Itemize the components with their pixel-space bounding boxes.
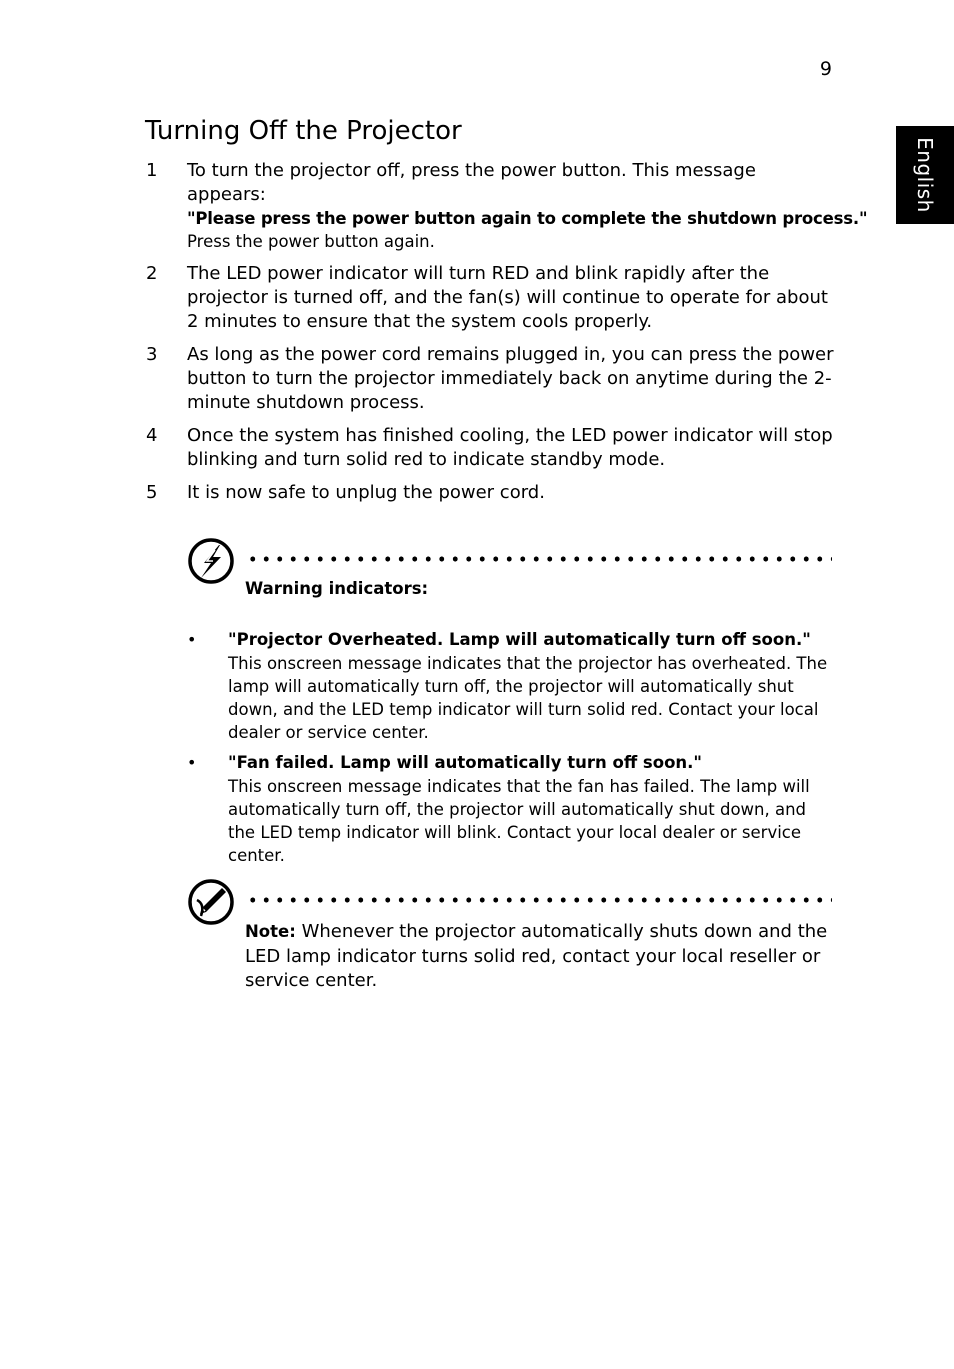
step-text: The LED power indicator will turn RED and blink rapidly after the projector is turned off, and the fan(s) will continue to operate for about 2 minutes to ensure that the system cools properly. [187, 263, 828, 332]
step-number: 4 [146, 425, 158, 446]
warning-lightning-icon [187, 537, 235, 585]
warning-message-quote: "Fan failed. Lamp will automatically turn off soon." [228, 753, 703, 772]
warning-list [186, 628, 836, 874]
steps-list [145, 159, 868, 514]
language-tab-label: English [913, 137, 937, 213]
note-paragraph [245, 920, 835, 994]
step-message-quote: "Please press the power button again to complete the shutdown process." [187, 209, 868, 228]
page-title: Turning Off the Projector [145, 116, 462, 146]
step-item [145, 262, 835, 334]
warning-description: This onscreen message indicates that the fan has failed. The lamp will automatically turn off, the projector will automatically shut down, and the LED temp indicator will blink. Contact your local dealer or service center. [228, 777, 810, 865]
step-text: It is now safe to unplug the power cord. [187, 482, 545, 503]
step-item [145, 343, 835, 415]
warning-heading: Warning indicators: [245, 579, 429, 598]
step-text: Once the system has finished cooling, the LED power indicator will stop blinking and turn solid red to indicate standby mode. [187, 425, 833, 470]
bullet-symbol: • [187, 630, 197, 649]
warning-description: This onscreen message indicates that the projector has overheated. The lamp will automatically turn off, the projector will automatically shut down, and the LED temp indicator will turn solid red. Contact your local dealer or service center. [228, 654, 828, 742]
warning-dotted-rule [246, 556, 832, 562]
bullet-symbol: • [187, 753, 197, 772]
step-item [145, 159, 868, 253]
step-item [145, 424, 835, 472]
note-dotted-rule [246, 897, 832, 903]
language-tab [896, 126, 954, 224]
step-number: 3 [146, 344, 158, 365]
step-number: 5 [146, 482, 158, 503]
step-text: To turn the projector off, press the power button. This message appears: [187, 160, 756, 205]
step-number: 2 [146, 263, 158, 284]
note-text: Whenever the projector automatically shuts down and the LED lamp indicator turns solid red, contact your local reseller or service center. [245, 921, 828, 991]
note-label: Note: [245, 922, 296, 941]
warning-message-quote: "Projector Overheated. Lamp will automatically turn off soon." [228, 630, 811, 649]
step-subtext: Press the power button again. [187, 232, 435, 251]
warning-item [186, 751, 836, 867]
step-item [145, 481, 835, 505]
note-pen-icon [187, 878, 235, 926]
step-text: As long as the power cord remains plugged in, you can press the power button to turn the projector immediately back on anytime during the 2-minute shutdown process. [187, 344, 834, 413]
page-number: 9 [819, 58, 832, 80]
step-number: 1 [146, 160, 158, 181]
warning-item [186, 628, 836, 744]
